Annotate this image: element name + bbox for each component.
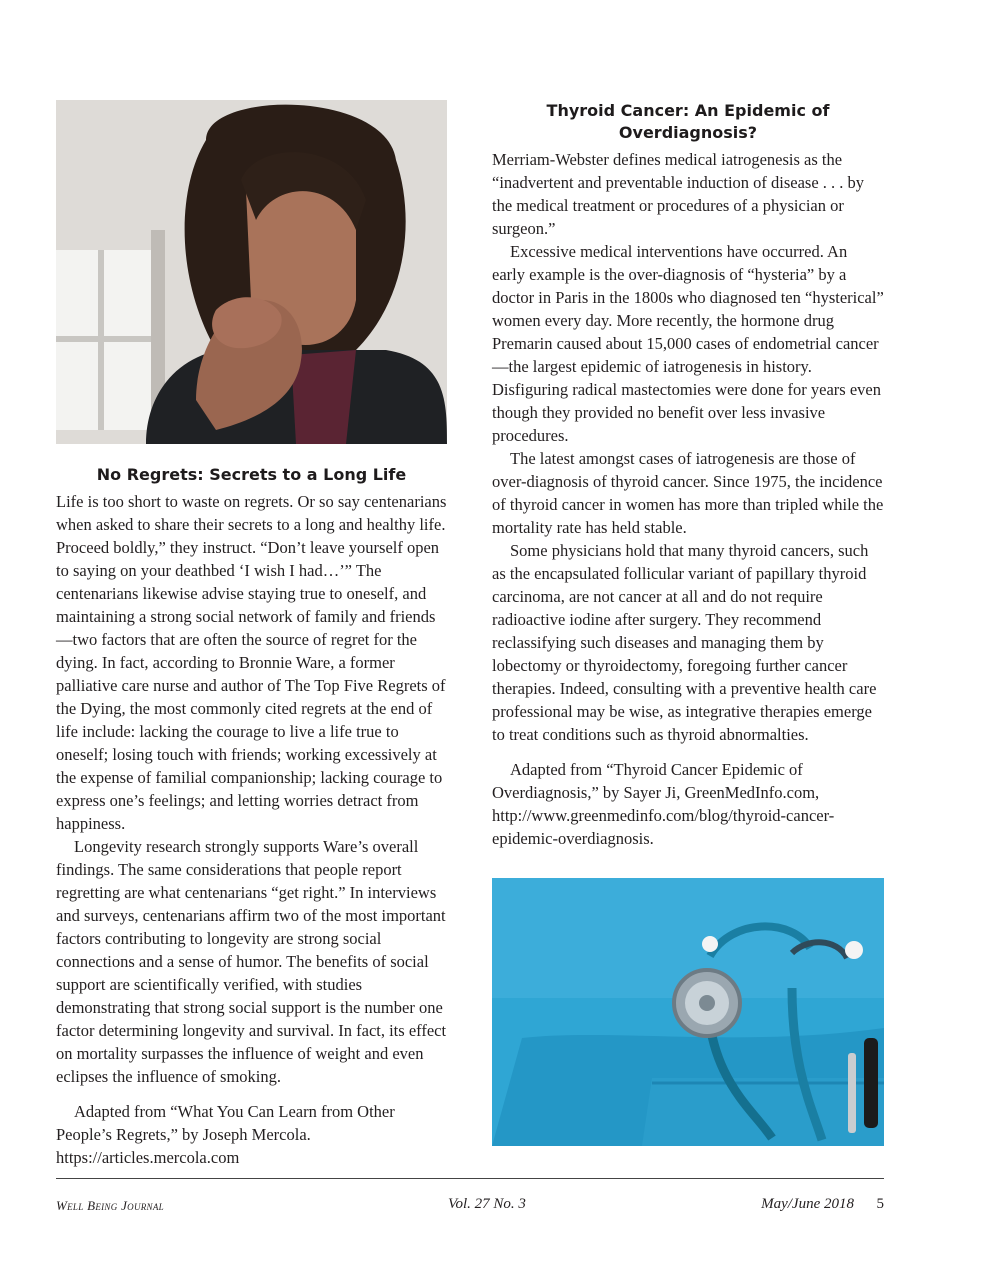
page-number: 5: [876, 1196, 884, 1212]
stethoscope-photo: [492, 878, 884, 1146]
volume-issue: Vol. 27 No. 3: [448, 1196, 526, 1212]
footer-rule: [56, 1178, 884, 1179]
thyroid-paragraph-2: Excessive medical interventions have occurred. An early example is the over-diagnosis of “hysteria” by a doctor in Paris in the 1800s who diagnosed ten “hysterical” women every day. More recently, the hormone drug Premarin caused about 15,000 cases of endometrial cancer—the largest epidemic of iatrogenesis in history. Disfiguring radical mastectomies were done for years even though they provided no benefit over less invasive procedures.: [492, 242, 884, 445]
journal-name: Well Being Journal: [56, 1198, 164, 1213]
thyroid-paragraph-1: Merriam-Webster defines medical iatrogenesis as the “inadvertent and preventable induction of disease . . . by the medical treatment or procedures of a physician or surgeon.”: [492, 150, 865, 238]
page-footer: [56, 1196, 884, 1218]
issue-date: May/June 2018: [761, 1196, 854, 1212]
woman-thinking-photo: [56, 100, 447, 444]
thyroid-heading-line-2: Overdiagnosis?: [618, 123, 758, 142]
thyroid-heading-line-1: Thyroid Cancer: An Epidemic of: [546, 101, 830, 120]
right-column: [492, 100, 884, 1146]
no-regrets-source: Adapted from “What You Can Learn from Other People’s Regrets,” by Joseph Mercola. https://articles.mercola.com: [56, 1102, 395, 1167]
no-regrets-paragraph-2: Longevity research strongly supports Ware’s overall findings. The same considerations that people report regretting are what centenarians “get right.” In interviews and surveys, centenarians affirm two of the most important factors contributing to longevity are strong social connections and a sense of humor. The benefits of social support are scientifically verified, with studies demonstrating that strong social support is the number one factor determining longevity and survival. In fact, its effect on mortality surpasses the influence of weight and even eclipses the influence of smoking.: [56, 837, 447, 1086]
thyroid-source: Adapted from “Thyroid Cancer Epidemic of Overdiagnosis,” by Sayer Ji, GreenMedInfo.com, http://www.greenmedinfo.com/blog/thyroid-cancer-epidemic-overdiagnosis.: [492, 760, 835, 848]
no-regrets-heading: No Regrets: Secrets to a Long Life: [96, 465, 407, 484]
thyroid-paragraph-4: Some physicians hold that many thyroid cancers, such as the encapsulated follicular variant of papillary thyroid carcinoma, are not cancer at all and do not require radioactive iodine after surgery. They recommend reclassifying such diseases and managing them by lobectomy or thyroidectomy, foregoing further cancer therapies. Indeed, consulting with a preventive health care professional may be wise, as integrative therapies emerge to treat conditions such as thyroid abnormalties.: [492, 541, 877, 744]
woman-thinking-illustration: [56, 100, 447, 444]
no-regrets-paragraph-1: Life is too short to waste on regrets. Or so say centenarians when asked to share their secrets to a long and healthy life. Proceed boldly,” they instruct. “Don’t leave yourself open to saying on your deathbed ‘I wish I had…’” The centenarians likewise advise staying true to oneself, and maintaining a strong social network of family and friends—two factors that are often the source of regret for the dying. In fact, according to Bronnie Ware, a former palliative care nurse and author of The Top Five Regrets of the Dying, the most commonly cited regrets at the end of life include: lacking the courage to live a life true to oneself; losing touch with friends; working excessively at the expense of familial companionship; lacking courage to express one’s feelings; and letting worries detract from happiness.: [56, 492, 447, 833]
stethoscope-illustration: [492, 878, 884, 1146]
thyroid-heading: [492, 100, 884, 144]
left-column: [56, 100, 447, 1169]
thyroid-paragraph-3: The latest amongst cases of iatrogenesis are those of over-diagnosis of thyroid cancer. Since 1975, the incidence of thyroid cancer in women has more than tripled while the mortality rate has held stable.: [492, 449, 884, 537]
